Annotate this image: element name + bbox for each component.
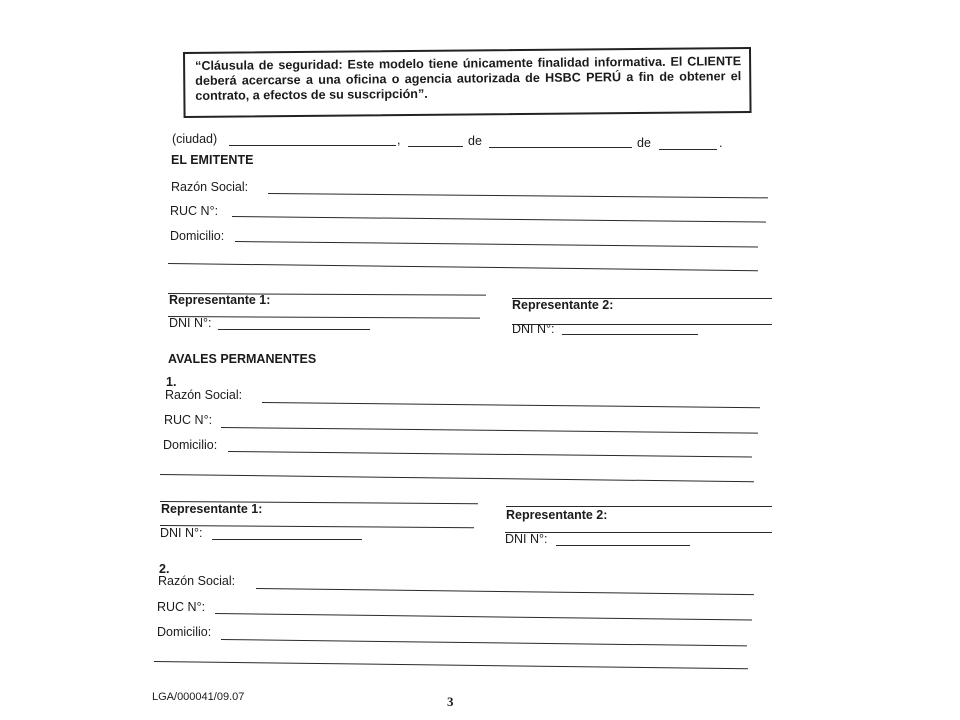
- date-comma: ,: [397, 133, 401, 147]
- emitente-razon-social-blank: [268, 193, 768, 198]
- aval1-ruc-label: RUC N°:: [164, 413, 213, 427]
- aval1-domicilio-label: Domicilio:: [163, 438, 218, 452]
- aval2-razon-social-blank: [256, 588, 754, 595]
- city-blank: [229, 145, 396, 146]
- emitente-dni1-label: DNI N°:: [169, 316, 212, 330]
- avales-heading: AVALES PERMANENTES: [168, 352, 317, 366]
- emitente-domicilio-blank-2: [168, 263, 758, 271]
- aval1-dni1-label: DNI N°:: [160, 526, 203, 540]
- security-clause-box: “Cláusula de seguridad: Este modelo tiene únicamente finalidad informativa. El CLIENTE deberá acercarse a una oficina o agencia autorizada de HSBC PERÚ a fin de obtener el contrato, a efectos de su suscripción”.: [183, 47, 752, 118]
- emitente-razon-social-label: Razón Social:: [171, 180, 249, 194]
- emitente-domicilio-label: Domicilio:: [170, 229, 225, 243]
- emitente-heading: EL EMITENTE: [171, 153, 254, 167]
- month-blank: [489, 147, 632, 148]
- aval2-domicilio-blank-2: [154, 661, 748, 669]
- date-de-2: de: [637, 136, 651, 150]
- page-number: 3: [447, 694, 454, 709]
- day-blank: [408, 146, 463, 147]
- aval1-dni2-label: DNI N°:: [505, 532, 548, 546]
- aval1-number: 1.: [166, 375, 177, 389]
- aval1-ruc-blank: [221, 427, 758, 434]
- emitente-domicilio-blank-1: [235, 241, 758, 247]
- aval1-rep2-signature-line: [506, 506, 772, 507]
- aval2-razon-social-label: Razón Social:: [158, 574, 236, 588]
- aval2-ruc-blank: [215, 613, 752, 621]
- footer-code: LGA/000041/09.07: [152, 691, 245, 703]
- aval1-dni2-blank: [556, 545, 690, 546]
- aval2-ruc-label: RUC N°:: [157, 600, 206, 614]
- date-end: .: [719, 136, 723, 150]
- emitente-ruc-blank: [232, 216, 766, 223]
- aval1-domicilio-blank-1: [228, 451, 752, 457]
- aval1-domicilio-blank-2: [160, 474, 754, 482]
- emitente-rep1-name-line: [168, 316, 480, 319]
- aval1-dni1-blank: [212, 539, 362, 540]
- emitente-ruc-label: RUC N°:: [170, 204, 219, 218]
- aval1-razon-social-blank: [262, 402, 760, 408]
- city-label: (ciudad): [172, 132, 218, 146]
- aval1-razon-social-label: Razón Social:: [165, 388, 243, 402]
- year-blank: [659, 149, 717, 150]
- aval2-domicilio-blank-1: [221, 639, 747, 646]
- emitente-dni2-label: DNI N°:: [512, 322, 555, 336]
- date-de-1: de: [468, 134, 482, 148]
- aval2-domicilio-label: Domicilio:: [157, 625, 212, 639]
- aval1-rep2-label: Representante 2:: [506, 508, 608, 522]
- aval1-rep1-label: Representante 1:: [161, 502, 263, 516]
- emitente-rep1-label: Representante 1:: [169, 293, 271, 307]
- aval2-number: 2.: [159, 562, 170, 576]
- emitente-dni1-blank: [218, 329, 370, 330]
- emitente-rep2-label: Representante 2:: [512, 298, 614, 312]
- emitente-dni2-blank: [562, 334, 698, 335]
- aval1-rep1-name-line: [160, 525, 474, 528]
